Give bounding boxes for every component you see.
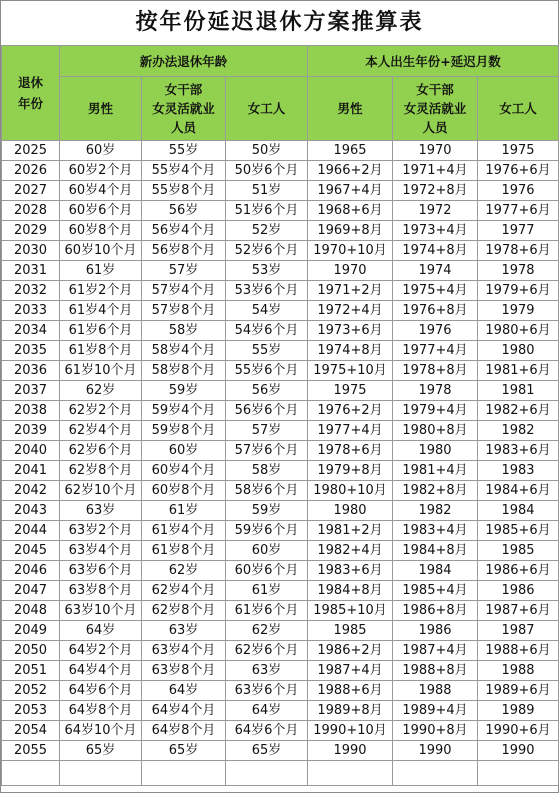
female-worker-age-cell: 56岁6个月: [226, 401, 308, 421]
table-row: [2, 461, 559, 481]
table-row: [2, 141, 559, 161]
female-cadre-birth-cell: 1985+4月: [393, 581, 478, 601]
retirement-table: [1, 45, 559, 786]
female-worker-age-cell: 59岁: [226, 501, 308, 521]
female-cadre-birth-cell: 1982+8月: [393, 481, 478, 501]
female-worker-age-cell: 58岁: [226, 461, 308, 481]
female-worker-birth-cell: 1986: [478, 581, 559, 601]
female-worker-age-cell: 62岁: [226, 621, 308, 641]
female-worker-birth-cell: 1976: [478, 181, 559, 201]
female-worker-birth-cell: 1990+6月: [478, 721, 559, 741]
male-age-cell: 62岁8个月: [60, 461, 142, 481]
male-age-cell: 62岁4个月: [60, 421, 142, 441]
female-cadre-age-cell: 65岁: [142, 741, 226, 761]
female-cadre-birth-cell: 1975+4月: [393, 281, 478, 301]
header-group-birth: 本人出生年份+延迟月数: [308, 46, 559, 77]
table-row: [2, 341, 559, 361]
table-row: [2, 281, 559, 301]
header-male-age: 男性: [60, 77, 142, 141]
table-row: [2, 681, 559, 701]
female-cadre-birth-cell: 1974: [393, 261, 478, 281]
male-age-cell: 64岁4个月: [60, 661, 142, 681]
female-cadre-birth-cell: 1978+8月: [393, 361, 478, 381]
male-birth-cell: 1975: [308, 381, 393, 401]
male-age-cell: 62岁10个月: [60, 481, 142, 501]
female-worker-birth-cell: 1982+6月: [478, 401, 559, 421]
male-age-cell: 64岁2个月: [60, 641, 142, 661]
year-cell: 2029: [2, 221, 60, 241]
female-cadre-age-cell: 64岁: [142, 681, 226, 701]
female-cadre-birth-cell: 1980: [393, 441, 478, 461]
female-cadre-age-cell: 57岁4个月: [142, 281, 226, 301]
male-age-cell: 61岁2个月: [60, 281, 142, 301]
female-cadre-birth-cell: 1986+8月: [393, 601, 478, 621]
female-cadre-age-cell: 60岁: [142, 441, 226, 461]
female-worker-birth-cell: 1977+6月: [478, 201, 559, 221]
male-birth-cell: 1966+2月: [308, 161, 393, 181]
female-worker-age-cell: 55岁6个月: [226, 361, 308, 381]
year-cell: 2045: [2, 541, 60, 561]
male-birth-cell: 1970: [308, 261, 393, 281]
female-cadre-age-cell: 62岁4个月: [142, 581, 226, 601]
table-row: [2, 361, 559, 381]
female-cadre-birth-cell: 1974+8月: [393, 241, 478, 261]
male-birth-cell: 1965: [308, 141, 393, 161]
female-cadre-birth-cell: 1980+8月: [393, 421, 478, 441]
female-worker-birth-cell: 1984: [478, 501, 559, 521]
female-worker-age-cell: 65岁: [226, 741, 308, 761]
female-worker-birth-cell: 1985: [478, 541, 559, 561]
female-worker-birth-cell: 1987+6月: [478, 601, 559, 621]
header-female-cadre-age: 女干部 女灵活就业 人员: [142, 77, 226, 141]
female-worker-birth-cell: 1988+6月: [478, 641, 559, 661]
female-worker-birth-cell: 1989: [478, 701, 559, 721]
male-birth-cell: 1990: [308, 741, 393, 761]
male-birth-cell: 1970+10月: [308, 241, 393, 261]
male-birth-cell: 1971+2月: [308, 281, 393, 301]
male-age-cell: 65岁: [60, 741, 142, 761]
female-worker-age-cell: 62岁6个月: [226, 641, 308, 661]
female-worker-age-cell: 50岁6个月: [226, 161, 308, 181]
table-row: [2, 621, 559, 641]
year-cell: 2052: [2, 681, 60, 701]
table-row: [2, 541, 559, 561]
header-group-new-rules: 新办法退休年龄: [60, 46, 308, 77]
table-row: [2, 441, 559, 461]
year-cell: 2042: [2, 481, 60, 501]
female-worker-birth-cell: 1977: [478, 221, 559, 241]
male-birth-cell: 1978+6月: [308, 441, 393, 461]
female-worker-age-cell: 57岁6个月: [226, 441, 308, 461]
year-cell: 2050: [2, 641, 60, 661]
table-body: [2, 141, 559, 786]
male-birth-cell: 1982+4月: [308, 541, 393, 561]
male-age-cell: 60岁: [60, 141, 142, 161]
female-cadre-age-cell: 55岁8个月: [142, 181, 226, 201]
year-cell: 2025: [2, 141, 60, 161]
female-cadre-birth-cell: 1986: [393, 621, 478, 641]
female-worker-birth-cell: 1989+6月: [478, 681, 559, 701]
female-cadre-birth-cell: 1978: [393, 381, 478, 401]
male-birth-cell: 1983+6月: [308, 561, 393, 581]
table-row: [2, 521, 559, 541]
female-worker-birth-cell: 1986+6月: [478, 561, 559, 581]
year-cell: 2033: [2, 301, 60, 321]
female-worker-age-cell: 50岁: [226, 141, 308, 161]
female-cadre-age-cell: 61岁8个月: [142, 541, 226, 561]
female-cadre-age-cell: 55岁4个月: [142, 161, 226, 181]
table-header: [2, 46, 559, 141]
female-cadre-age-cell: 62岁: [142, 561, 226, 581]
table-row: [2, 481, 559, 501]
male-age-cell: 60岁8个月: [60, 221, 142, 241]
female-cadre-birth-cell: 1990: [393, 741, 478, 761]
year-cell: 2035: [2, 341, 60, 361]
female-cadre-birth-cell: 1972+8月: [393, 181, 478, 201]
female-cadre-birth-cell: 1981+4月: [393, 461, 478, 481]
female-cadre-age-cell: 60岁4个月: [142, 461, 226, 481]
female-worker-age-cell: 63岁: [226, 661, 308, 681]
table-row: [2, 261, 559, 281]
female-cadre-age-cell: 56岁4个月: [142, 221, 226, 241]
male-birth-cell: 1988+6月: [308, 681, 393, 701]
female-worker-age-cell: 63岁6个月: [226, 681, 308, 701]
female-worker-birth-cell: 1978+6月: [478, 241, 559, 261]
female-cadre-age-cell: 61岁4个月: [142, 521, 226, 541]
year-cell: 2030: [2, 241, 60, 261]
table-row: [2, 241, 559, 261]
male-birth-cell: 1967+4月: [308, 181, 393, 201]
female-cadre-birth-cell: 1982: [393, 501, 478, 521]
female-cadre-birth-cell: 1973+4月: [393, 221, 478, 241]
year-cell: 2038: [2, 401, 60, 421]
female-worker-birth-cell: 1981: [478, 381, 559, 401]
year-cell: 2055: [2, 741, 60, 761]
female-cadre-age-cell: 64岁8个月: [142, 721, 226, 741]
year-cell: 2032: [2, 281, 60, 301]
empty-cell: [142, 761, 226, 786]
male-birth-cell: 1976+2月: [308, 401, 393, 421]
male-age-cell: 63岁2个月: [60, 521, 142, 541]
empty-cell: [60, 761, 142, 786]
male-age-cell: 61岁6个月: [60, 321, 142, 341]
male-birth-cell: 1969+8月: [308, 221, 393, 241]
male-age-cell: 63岁8个月: [60, 581, 142, 601]
female-worker-age-cell: 64岁: [226, 701, 308, 721]
male-birth-cell: 1987+4月: [308, 661, 393, 681]
year-cell: 2048: [2, 601, 60, 621]
empty-cell: [308, 761, 393, 786]
female-worker-age-cell: 53岁: [226, 261, 308, 281]
table-row: [2, 701, 559, 721]
empty-cell: [478, 761, 559, 786]
table-row: [2, 221, 559, 241]
table-row: [2, 301, 559, 321]
table-row: [2, 161, 559, 181]
year-cell: 2053: [2, 701, 60, 721]
female-worker-age-cell: 56岁: [226, 381, 308, 401]
year-cell: 2054: [2, 721, 60, 741]
table-row: [2, 421, 559, 441]
female-worker-birth-cell: 1990: [478, 741, 559, 761]
female-cadre-birth-cell: 1984: [393, 561, 478, 581]
female-cadre-age-cell: 55岁: [142, 141, 226, 161]
female-cadre-age-cell: 56岁8个月: [142, 241, 226, 261]
female-cadre-birth-cell: 1971+4月: [393, 161, 478, 181]
header-female-worker-birth: 女工人: [478, 77, 559, 141]
female-worker-age-cell: 58岁6个月: [226, 481, 308, 501]
female-cadre-birth-cell: 1990+8月: [393, 721, 478, 741]
female-cadre-age-cell: 62岁8个月: [142, 601, 226, 621]
female-worker-age-cell: 57岁: [226, 421, 308, 441]
female-worker-age-cell: 59岁6个月: [226, 521, 308, 541]
male-age-cell: 62岁6个月: [60, 441, 142, 461]
empty-row: [2, 761, 559, 786]
female-cadre-birth-cell: 1970: [393, 141, 478, 161]
female-worker-age-cell: 60岁: [226, 541, 308, 561]
female-worker-age-cell: 61岁6个月: [226, 601, 308, 621]
female-worker-birth-cell: 1988: [478, 661, 559, 681]
female-cadre-age-cell: 58岁: [142, 321, 226, 341]
male-age-cell: 64岁6个月: [60, 681, 142, 701]
year-cell: 2027: [2, 181, 60, 201]
male-age-cell: 60岁4个月: [60, 181, 142, 201]
male-age-cell: 64岁8个月: [60, 701, 142, 721]
female-worker-birth-cell: 1975: [478, 141, 559, 161]
female-worker-birth-cell: 1982: [478, 421, 559, 441]
female-cadre-birth-cell: 1989+4月: [393, 701, 478, 721]
male-age-cell: 63岁6个月: [60, 561, 142, 581]
female-cadre-birth-cell: 1972: [393, 201, 478, 221]
header-female-worker-age: 女工人: [226, 77, 308, 141]
male-age-cell: 63岁10个月: [60, 601, 142, 621]
female-cadre-age-cell: 57岁: [142, 261, 226, 281]
male-birth-cell: 1986+2月: [308, 641, 393, 661]
female-cadre-age-cell: 61岁: [142, 501, 226, 521]
female-cadre-birth-cell: 1976+8月: [393, 301, 478, 321]
male-birth-cell: 1980+10月: [308, 481, 393, 501]
male-birth-cell: 1985: [308, 621, 393, 641]
male-birth-cell: 1979+8月: [308, 461, 393, 481]
female-cadre-birth-cell: 1988+8月: [393, 661, 478, 681]
female-cadre-age-cell: 56岁: [142, 201, 226, 221]
table-row: [2, 321, 559, 341]
female-worker-age-cell: 54岁: [226, 301, 308, 321]
female-cadre-birth-cell: 1987+4月: [393, 641, 478, 661]
female-worker-birth-cell: 1981+6月: [478, 361, 559, 381]
female-worker-birth-cell: 1980+6月: [478, 321, 559, 341]
male-age-cell: 60岁2个月: [60, 161, 142, 181]
female-cadre-birth-cell: 1983+4月: [393, 521, 478, 541]
female-cadre-age-cell: 60岁8个月: [142, 481, 226, 501]
table-row: [2, 601, 559, 621]
table-row: [2, 721, 559, 741]
male-age-cell: 64岁10个月: [60, 721, 142, 741]
year-cell: 2044: [2, 521, 60, 541]
table-row: [2, 661, 559, 681]
male-age-cell: 64岁: [60, 621, 142, 641]
page-title: 按年份延迟退休方案推算表: [135, 10, 424, 35]
female-worker-age-cell: 53岁6个月: [226, 281, 308, 301]
female-worker-birth-cell: 1979+6月: [478, 281, 559, 301]
female-worker-age-cell: 52岁: [226, 221, 308, 241]
female-worker-birth-cell: 1987: [478, 621, 559, 641]
female-worker-age-cell: 51岁6个月: [226, 201, 308, 221]
female-worker-birth-cell: 1985+6月: [478, 521, 559, 541]
male-age-cell: 62岁: [60, 381, 142, 401]
female-cadre-age-cell: 63岁4个月: [142, 641, 226, 661]
female-cadre-age-cell: 57岁8个月: [142, 301, 226, 321]
year-cell: 2028: [2, 201, 60, 221]
year-cell: 2039: [2, 421, 60, 441]
male-birth-cell: 1989+8月: [308, 701, 393, 721]
year-cell: 2031: [2, 261, 60, 281]
male-age-cell: 63岁: [60, 501, 142, 521]
male-birth-cell: 1981+2月: [308, 521, 393, 541]
year-cell: 2040: [2, 441, 60, 461]
female-worker-birth-cell: 1980: [478, 341, 559, 361]
female-worker-birth-cell: 1983: [478, 461, 559, 481]
male-birth-cell: 1974+8月: [308, 341, 393, 361]
female-worker-age-cell: 64岁6个月: [226, 721, 308, 741]
female-worker-birth-cell: 1976+6月: [478, 161, 559, 181]
female-cadre-age-cell: 59岁8个月: [142, 421, 226, 441]
male-age-cell: 61岁: [60, 261, 142, 281]
male-birth-cell: 1975+10月: [308, 361, 393, 381]
female-worker-age-cell: 52岁6个月: [226, 241, 308, 261]
male-age-cell: 61岁4个月: [60, 301, 142, 321]
female-worker-birth-cell: 1978: [478, 261, 559, 281]
year-cell: 2036: [2, 361, 60, 381]
female-cadre-age-cell: 58岁4个月: [142, 341, 226, 361]
female-worker-birth-cell: 1984+6月: [478, 481, 559, 501]
table-row: [2, 561, 559, 581]
male-age-cell: 61岁10个月: [60, 361, 142, 381]
female-worker-age-cell: 54岁6个月: [226, 321, 308, 341]
male-age-cell: 63岁4个月: [60, 541, 142, 561]
header-year: 退休 年份: [2, 46, 60, 141]
male-age-cell: 61岁8个月: [60, 341, 142, 361]
table-row: [2, 641, 559, 661]
male-birth-cell: 1968+6月: [308, 201, 393, 221]
year-cell: 2047: [2, 581, 60, 601]
header-male-birth: 男性: [308, 77, 393, 141]
table-row: [2, 741, 559, 761]
female-cadre-age-cell: 59岁4个月: [142, 401, 226, 421]
table-row: [2, 401, 559, 421]
female-cadre-age-cell: 63岁: [142, 621, 226, 641]
table-row: [2, 501, 559, 521]
year-cell: 2046: [2, 561, 60, 581]
male-age-cell: 60岁10个月: [60, 241, 142, 261]
male-birth-cell: 1984+8月: [308, 581, 393, 601]
female-worker-age-cell: 60岁6个月: [226, 561, 308, 581]
year-cell: 2026: [2, 161, 60, 181]
table-row: [2, 581, 559, 601]
male-birth-cell: 1972+4月: [308, 301, 393, 321]
year-cell: 2043: [2, 501, 60, 521]
empty-cell: [2, 761, 60, 786]
female-cadre-age-cell: 58岁8个月: [142, 361, 226, 381]
male-birth-cell: 1980: [308, 501, 393, 521]
male-birth-cell: 1973+6月: [308, 321, 393, 341]
year-cell: 2051: [2, 661, 60, 681]
year-cell: 2037: [2, 381, 60, 401]
year-cell: 2049: [2, 621, 60, 641]
year-cell: 2041: [2, 461, 60, 481]
female-cadre-age-cell: 63岁8个月: [142, 661, 226, 681]
male-birth-cell: 1985+10月: [308, 601, 393, 621]
female-worker-age-cell: 61岁: [226, 581, 308, 601]
female-cadre-age-cell: 59岁: [142, 381, 226, 401]
female-cadre-birth-cell: 1976: [393, 321, 478, 341]
empty-cell: [393, 761, 478, 786]
empty-cell: [226, 761, 308, 786]
male-birth-cell: 1977+4月: [308, 421, 393, 441]
female-cadre-birth-cell: 1979+4月: [393, 401, 478, 421]
female-cadre-birth-cell: 1977+4月: [393, 341, 478, 361]
female-cadre-age-cell: 64岁4个月: [142, 701, 226, 721]
female-worker-age-cell: 55岁: [226, 341, 308, 361]
male-age-cell: 60岁6个月: [60, 201, 142, 221]
table-row: [2, 181, 559, 201]
female-worker-birth-cell: 1979: [478, 301, 559, 321]
female-cadre-birth-cell: 1988: [393, 681, 478, 701]
male-age-cell: 62岁2个月: [60, 401, 142, 421]
male-birth-cell: 1990+10月: [308, 721, 393, 741]
year-cell: 2034: [2, 321, 60, 341]
female-cadre-birth-cell: 1984+8月: [393, 541, 478, 561]
table-row: [2, 201, 559, 221]
female-worker-age-cell: 51岁: [226, 181, 308, 201]
female-worker-birth-cell: 1983+6月: [478, 441, 559, 461]
table-row: [2, 381, 559, 401]
header-female-cadre-birth: 女干部 女灵活就业 人员: [393, 77, 478, 141]
